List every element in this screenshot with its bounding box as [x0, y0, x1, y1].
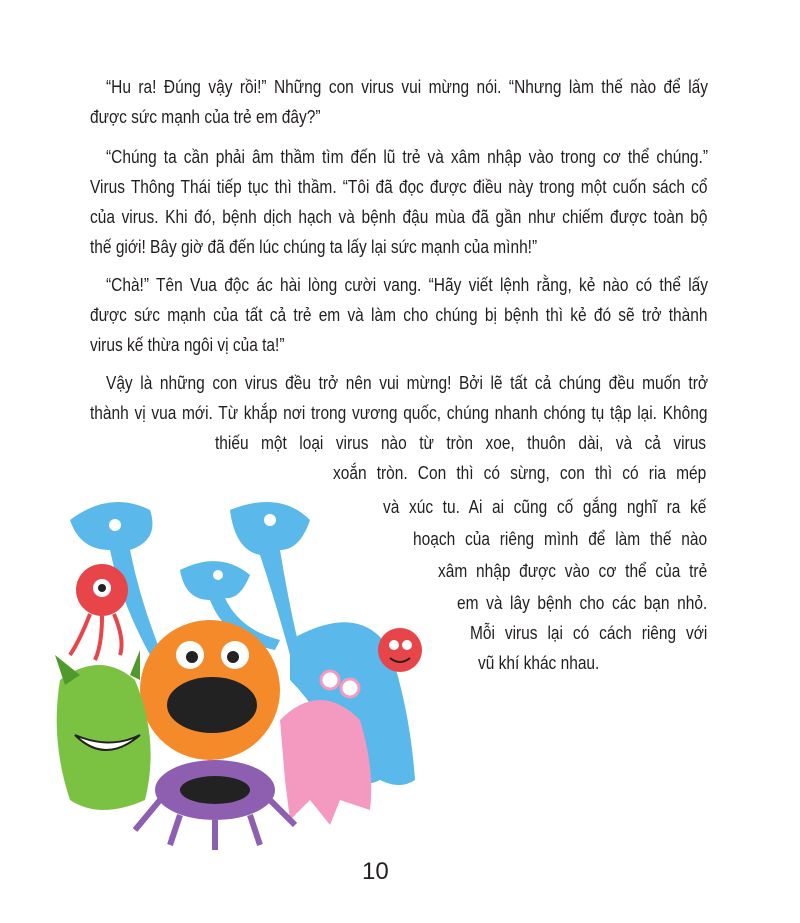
page-number: 10	[362, 858, 389, 885]
text-line: hoạch của riêng mình để làm thế nào	[413, 529, 708, 549]
text-line: thế giới! Bây giờ đã đến lúc chúng ta lấy lại sức mạnh của mình!”	[90, 237, 538, 257]
text-line: thiếu một loại virus nào từ tròn xoe, thuôn dài, và cả virus	[215, 433, 707, 453]
text-line: “Chúng ta cần phải âm thầm tìm đến lũ trẻ và xâm nhập vào trong cơ thể chúng.”	[106, 147, 708, 167]
text-line: xâm nhập được vào cơ thể của trẻ	[438, 561, 708, 581]
text-line: em và lây bệnh cho các bạn nhỏ.	[457, 593, 708, 613]
green-horned-virus	[55, 650, 151, 810]
text-line: “Hu ra! Đúng vậy rồi!” Những con virus vui mừng nói. “Nhưng làm thế nào để lấy	[106, 77, 708, 97]
purple-tentacle-virus	[135, 760, 295, 850]
text-line: Virus Thông Thái tiếp tục thì thầm. “Tôi đã đọc được điều này trong một cuốn sách cổ	[90, 177, 708, 197]
text-line: vũ khí khác nhau.	[478, 653, 600, 673]
text-line: “Chà!” Tên Vua độc ác hài lòng cười vang. “Hãy viết lệnh rằng, kẻ nào có thể lấy	[106, 275, 708, 295]
text-line: được sức mạnh của trẻ em đây?”	[90, 107, 321, 127]
text-line: virus kế thừa ngôi vị của ta!”	[90, 335, 285, 355]
text-line: xoắn tròn. Con thì có sừng, con thì có ria mép	[333, 463, 707, 483]
text-line: Vậy là những con virus đều trở nên vui mừng! Bởi lẽ tất cả chúng đều muốn trở	[106, 373, 708, 393]
orange-spiky-virus	[140, 620, 280, 760]
text-line: của virus. Khi đó, bệnh dịch hạch và bệnh đậu mùa đã gần như chiếm được toàn bộ	[90, 207, 708, 227]
text-line: thành vị vua mới. Từ khắp nơi trong vương quốc, chúng nhanh chóng tụ tập lại. Không	[90, 403, 708, 423]
small-red-virus	[378, 628, 422, 672]
red-eyeball-virus	[70, 564, 128, 660]
text-line: Mỗi virus lại có cách riêng với	[470, 623, 708, 643]
virus-monsters-illustration	[40, 480, 460, 860]
text-line: được sức mạnh của tất cả trẻ em và làm cho chúng bị bệnh thì kẻ đó sẽ trở thành	[90, 305, 708, 325]
text-line: và xúc tu. Ai ai cũng cố gắng nghĩ ra kế	[383, 497, 707, 517]
